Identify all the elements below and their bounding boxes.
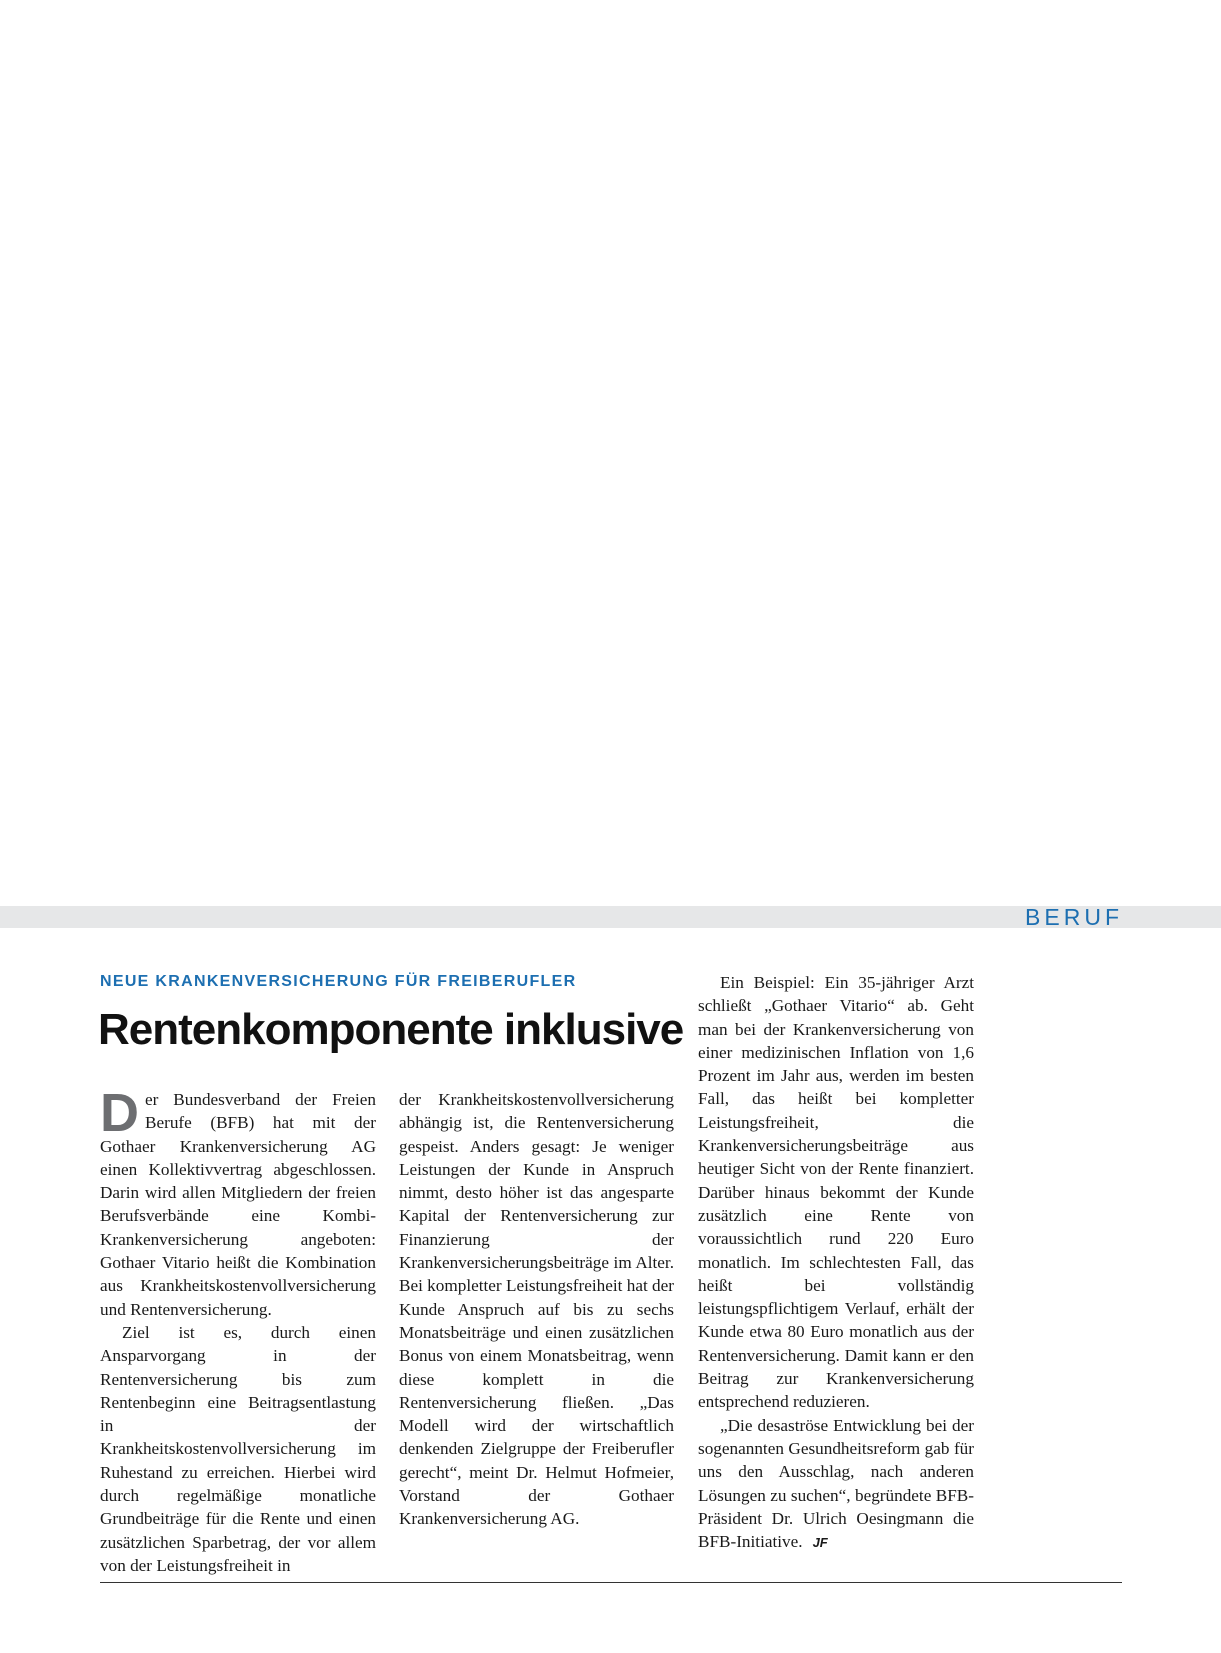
bottom-rule	[100, 1582, 1122, 1583]
article-column-1	[100, 1083, 376, 1577]
article-kicker: NEUE KRANKENVERSICHERUNG FÜR FREIBERUFLER	[100, 973, 577, 990]
paragraph	[100, 1083, 376, 1321]
paragraph-text: er Bundesverband der Freien Berufe (BFB) hat mit der Gothaer Krankenversicherung AG einen Kollektivvertrag abgeschlossen. Darin wird allen Mitgliedern der freien Berufsverbände eine Kombi-Krankenversicherung angeboten: Gothaer Vitario heißt die Kombination aus Krankheitskostenvollversicherung und Rentenversicherung.	[100, 1090, 376, 1319]
article-column-2	[399, 1088, 674, 1531]
paragraph: Ziel ist es, durch einen Ansparvorgang in der Rentenversicherung bis zum Rentenbeginn eine Beitragsentlastung in der Krankheitskostenvollversicherung im Ruhestand zu erreichen. Hierbei wird durch regelmäßige monatliche Grundbeiträge für die Rente und einen zusätzlichen Sparbetrag, der vor allem von der Leistungsfreiheit in	[100, 1322, 376, 1575]
article-headline: Rentenkomponente inklusive	[98, 1005, 684, 1054]
article-column-3	[698, 971, 974, 1554]
author-byline: JF	[812, 1535, 828, 1551]
paragraph: Ein Beispiel: Ein 35-jähriger Arzt schließt „Gothaer Vitario“ ab. Geht man bei der Krankenversicherung von einer medizinischen Inflation von 1,6 Prozent im Jahr aus, werden im besten Fall, das heißt bei kompletter Leistungsfreiheit, die Krankenversicherungsbeiträge aus heutiger Sicht von der Rente finanziert. Darüber hinaus bekommt der Kunde zusätzlich eine Rente von voraussichtlich rund 220 Euro monatlich. Im schlechtesten Fall, das heißt bei vollständig leistungspflichtigem Verlauf, erhält der Kunde etwa 80 Euro monatlich aus der Rentenversicherung. Damit kann er den Beitrag zur Krankenversicherung entsprechend reduzieren.	[698, 973, 974, 1412]
section-label: BERUF	[1025, 904, 1123, 930]
paragraph-text: „Die desaströse Entwicklung bei der sogenannten Gesundheitsreform gab für uns den Ausschlag, nach anderen Lösungen zu suchen“, begründete BFB-Präsident Dr. Ulrich Oesingmann die BFB-Initiative.	[698, 1415, 974, 1552]
paragraph	[698, 1414, 974, 1555]
drop-cap: D	[100, 1083, 139, 1143]
paragraph: der Krankheitskostenvollversicherung abhängig ist, die Rentenversicherung gespeist. Anders gesagt: Je weniger Leistungen der Kunde in Anspruch nimmt, desto höher ist das angesparte Kapital der Rentenversicherung zur Finanzierung der Krankenversicherungsbeiträge im Alter. Bei kompletter Leistungsfreiheit hat der Kunde Anspruch auf bis zu sechs Monatsbeiträge und einen zusätzlichen Bonus von einem Monatsbeitrag, wenn diese komplett in die Rentenversicherung fließen. „Das Modell wird der wirtschaftlich denkenden Zielgruppe der Freiberufler gerecht“, meint Dr. Helmut Hofmeier, Vorstand der Gothaer Krankenversicherung AG.	[399, 1090, 674, 1529]
